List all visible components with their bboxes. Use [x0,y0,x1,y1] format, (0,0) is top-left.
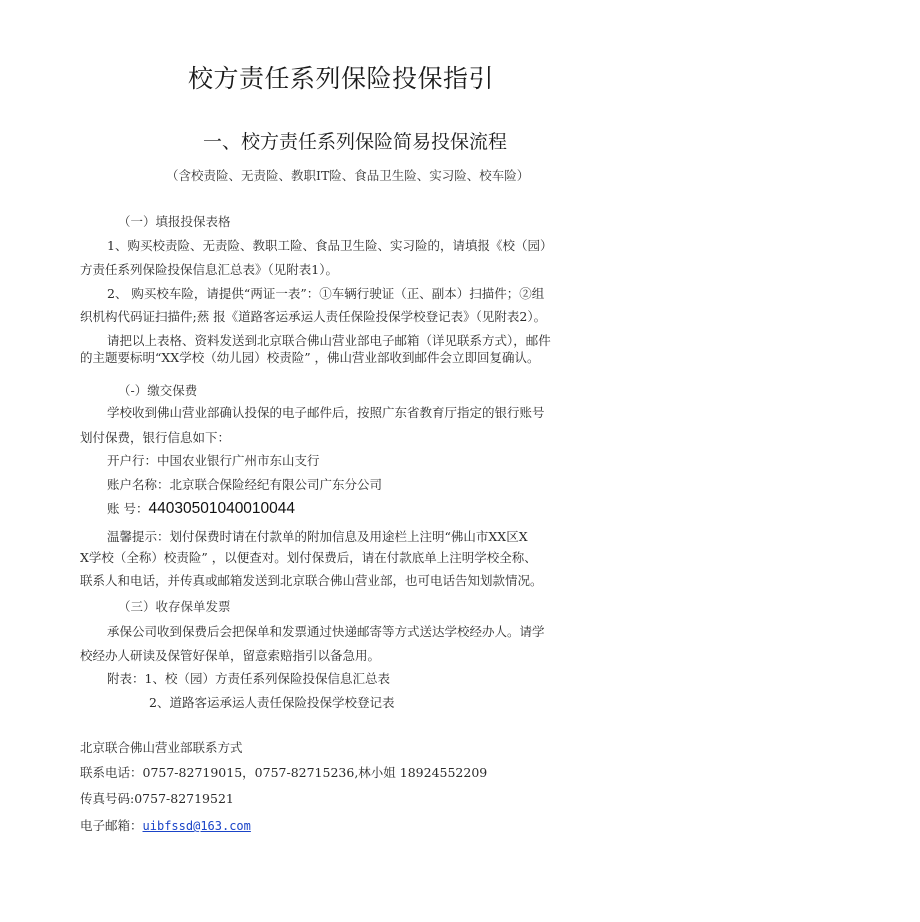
tip-line2: X学校（全称）校责险” ，以便查对。划付保费后，请在付款底单上注明学校全称、 [80,550,537,565]
section-main-title: 一、校方责任系列保险简易投保流程 [203,131,508,153]
section3-paragraph1-line1: 承保公司收到保费后会把保单和发票通过快递邮寄等方式送达学校经办人。请学 [107,624,545,639]
contact-fax: 传真号码:0757-82719521 [80,791,234,806]
subtitle-note: （含校责险、无责险、教职IT险、食品卫生险、实习险、校车险） [166,168,530,183]
tip-line3: 联系人和电话，并传真或邮箱发送到北京联合佛山营业部，也可电话告知划款情况。 [80,573,543,588]
section2-paragraph1-line1: 学校收到佛山营业部确认投保的电子邮件后，按照广东省教育厅指定的银行账号 [107,405,545,420]
bank-name-line: 开户行：中国农业银行广州市东山支行 [107,453,320,468]
account-number: 44030501040010044 [148,500,296,517]
section1-paragraph1-line2: 方责任系列保险投保信息汇总表》（见附表1）。 [80,262,338,277]
document-title: 校方责任系列保险投保指引 [188,64,495,93]
section1-paragraph1-line1: 1、购买校责险、无责险、教职工险、食品卫生险、实习险的，请填报《校（园） [107,238,553,253]
section2-heading: （-）缴交保费 [118,383,198,398]
contact-email-label: 电子邮箱： [80,818,143,833]
contact-heading: 北京联合佛山营业部联系方式 [80,740,243,755]
contact-email-line [80,815,251,834]
appendix-item-2: 2、道路客运承运人责任保险投保学校登记表 [149,695,395,710]
contact-phone: 联系电话：0757-82719015，0757-82715236,林小姐 18924552209 [80,765,488,780]
contact-email-link[interactable]: uibfssd@163.com [142,819,251,833]
account-name-line: 账户名称：北京联合保险经纪有限公司广东分公司 [107,477,383,492]
section2-paragraph1-line2: 划付保费，银行信息如下： [80,430,231,445]
section1-paragraph3-line2: 的主题要标明“XX学校（幼儿园）校责险” ，佛山营业部收到邮件会立即回复确认。 [80,350,540,365]
appendix-item-1: 附表：1、校（园）方责任系列保险投保信息汇总表 [107,671,390,686]
account-number-label: 账 号： [107,501,149,516]
section1-paragraph3-line1: 请把以上表格、资料发送到北京联合佛山营业部电子邮箱（详见联系方式），邮件 [107,333,551,348]
account-number-line [107,498,295,519]
section1-heading: （一）填报投保表格 [118,214,231,229]
tip-line1: 温馨提示：划付保费时请在付款单的附加信息及用途栏上注明“佛山市XX区X [107,529,528,544]
section1-paragraph2-line1: 2、 购买校车险，请提供“两证一表”：①车辆行驶证（正、副本）扫描件；②组 [107,286,545,301]
section3-heading: （三）收存保单发票 [118,599,231,614]
section1-paragraph2-line2: 织机构代码证扫描件;䔳 报《道路客运承运人责任保险投保学校登记表》（见附表2）。 [80,309,547,324]
section3-paragraph1-line2: 校经办人研读及保管好保单，留意索赔指引以备急用。 [80,648,381,663]
